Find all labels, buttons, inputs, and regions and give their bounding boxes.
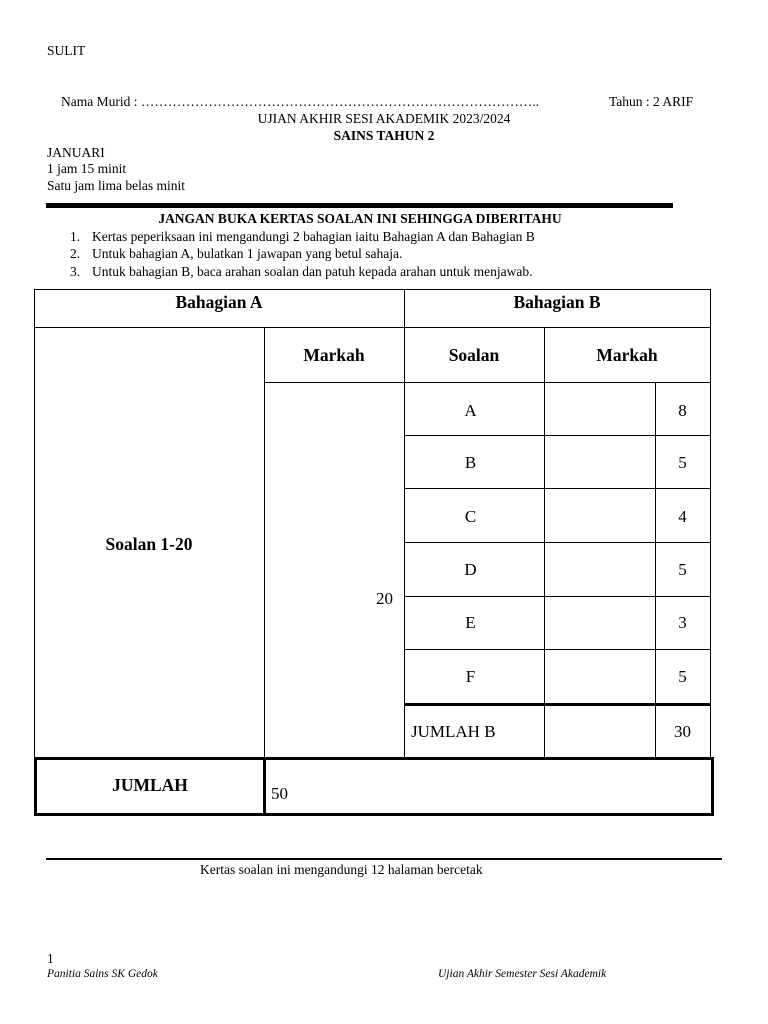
question-label: C	[464, 507, 477, 526]
soalan-range-label: Soalan 1-20	[105, 534, 193, 554]
header-divider	[46, 203, 673, 208]
instruction-text: Untuk bahagian B, baca arahan soalan dan patuh kepada arahan untuk menjawab.	[92, 264, 533, 279]
table-border-right	[710, 289, 711, 757]
question-max-marks: 8	[678, 401, 687, 420]
jumlah-b-value: 30	[674, 722, 691, 741]
question-label: E	[465, 613, 476, 632]
question-label: F	[465, 667, 476, 686]
row-divider	[404, 596, 711, 597]
question-max-marks: 5	[678, 560, 687, 579]
soalan-header: Soalan	[448, 345, 500, 365]
row-divider	[404, 542, 711, 543]
question-max-marks: 3	[678, 613, 687, 632]
section-a-header: Bahagian A	[175, 292, 263, 312]
warning-heading: JANGAN BUKA KERTAS SOALAN INI SEHINGGA DIBERITAHU	[158, 211, 562, 226]
question-max-marks: 5	[678, 453, 687, 472]
exam-month: JANUARI	[47, 145, 105, 160]
question-max-marks: 4	[678, 507, 687, 526]
row-divider	[404, 488, 711, 489]
page-count-note: Kertas soalan ini mengandungi 12 halaman bercetak	[200, 862, 483, 877]
section-b-header: Bahagian B	[513, 292, 601, 312]
instruction-number: 1.	[70, 229, 81, 244]
subheader-row-divider	[264, 382, 711, 383]
row-divider	[404, 649, 711, 650]
section-a-marks: 20	[376, 589, 393, 608]
jumlah-label: JUMLAH	[112, 775, 188, 795]
row-divider	[404, 435, 711, 436]
student-name-line: Nama Murid : ……………………………………………………………………………..	[61, 94, 540, 109]
header-row-divider	[34, 327, 711, 328]
jumlah-b-label: JUMLAH B	[411, 722, 496, 741]
instruction-number: 2.	[70, 246, 81, 261]
question-label: D	[464, 560, 477, 579]
question-label: B	[464, 453, 477, 472]
exam-title: UJIAN AKHIR SESI AKADEMIK 2023/2024	[257, 111, 511, 126]
instruction-text: Kertas peperiksaan ini mengandungi 2 bahagian iaitu Bahagian A dan Bahagian B	[92, 229, 535, 244]
year-class-label: Tahun : 2 ARIF	[609, 94, 694, 109]
question-max-marks: 5	[678, 667, 687, 686]
instruction-text: Untuk bahagian A, bulatkan 1 jawapan yang betul sahaja.	[92, 246, 403, 261]
footer-right: Ujian Akhir Semester Sesi Akademik	[438, 968, 607, 980]
table-border-left	[34, 289, 35, 757]
subject-title: SAINS TAHUN 2	[333, 128, 435, 143]
footer-divider	[46, 858, 722, 860]
exam-duration: 1 jam 15 minit	[47, 161, 127, 176]
jumlah-value: 50	[271, 784, 288, 803]
column-divider	[264, 327, 265, 757]
markah-b-header: Markah	[596, 345, 658, 365]
footer-left: Panitia Sains SK Gedok	[47, 968, 158, 980]
markah-a-header: Markah	[303, 345, 365, 365]
instruction-number: 3.	[70, 264, 81, 279]
question-label: A	[464, 401, 477, 420]
table-border-top	[34, 289, 711, 290]
page-number: 1	[47, 951, 54, 966]
total-row-divider	[263, 757, 266, 813]
classification-label: SULIT	[47, 43, 86, 58]
exam-duration-words: Satu jam lima belas minit	[47, 178, 185, 193]
row-divider-thick	[404, 703, 711, 706]
